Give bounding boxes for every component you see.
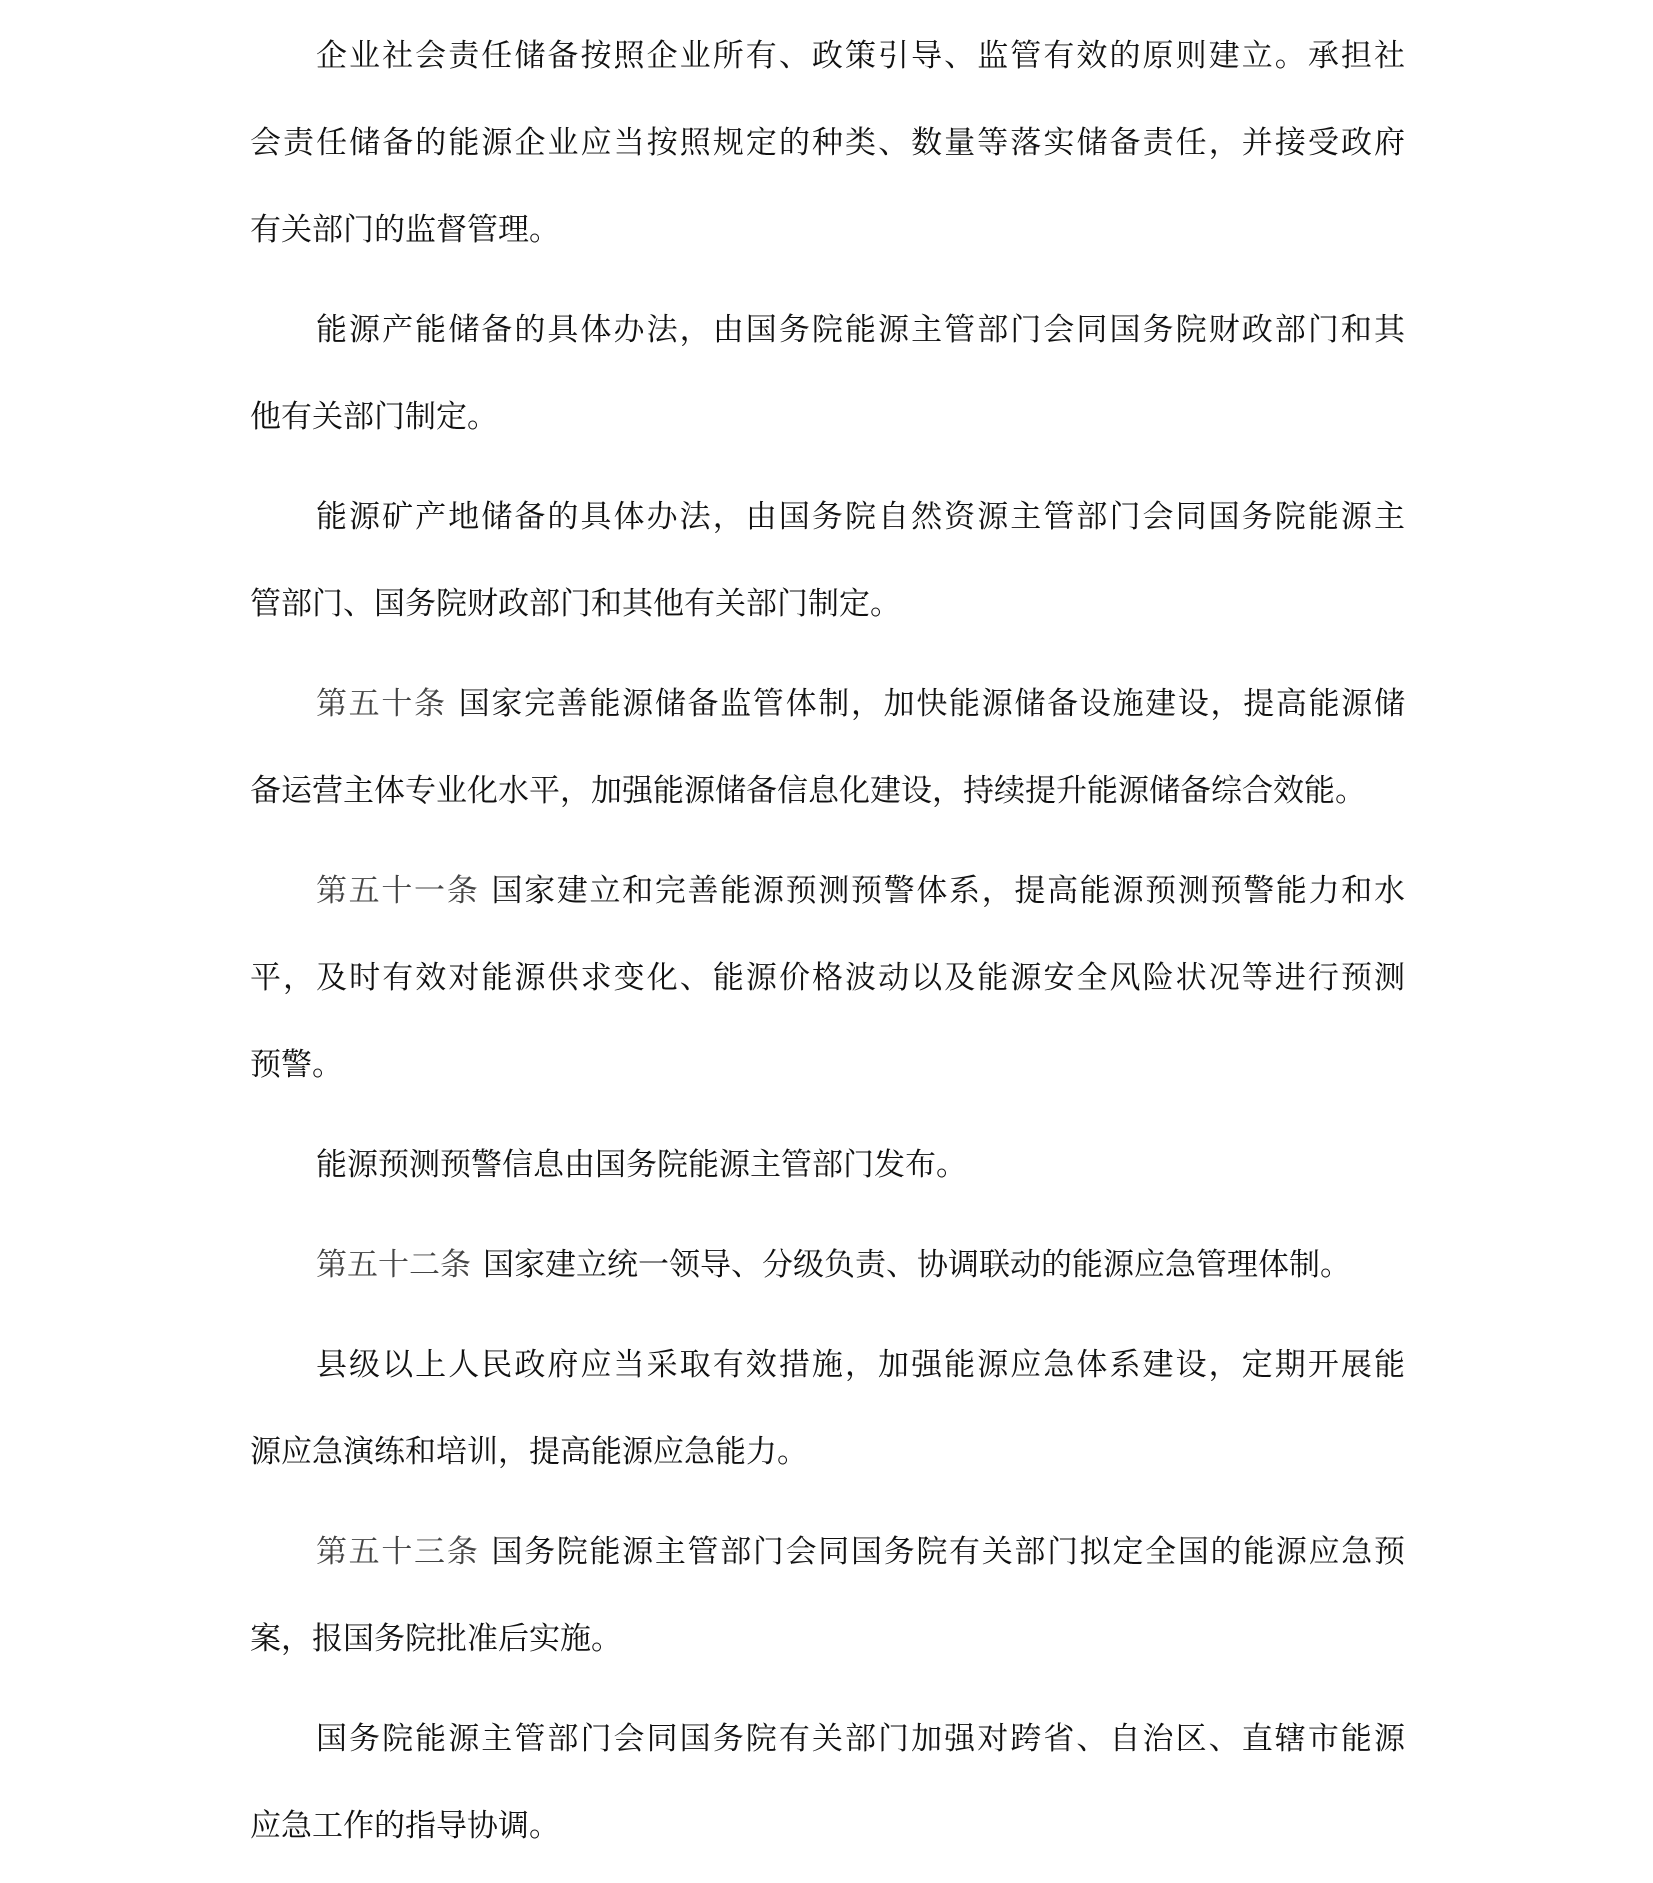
line-text: 预警。 bbox=[250, 1047, 343, 1083]
text-line bbox=[250, 1022, 1405, 1109]
line-text: 源应急演练和培训，提高能源应急能力。 bbox=[250, 1434, 808, 1470]
line-text: 会责任储备的能源企业应当按照规定的种类、数量等落实储备责任，并接受政府 bbox=[250, 125, 1405, 161]
paragraph bbox=[250, 1322, 1405, 1496]
line-text: 能源矿产地储备的具体办法，由国务院自然资源主管部门会同国务院能源主 bbox=[316, 499, 1405, 535]
text-line bbox=[250, 474, 1405, 561]
text-line bbox=[250, 1122, 1405, 1209]
paragraph bbox=[250, 1696, 1405, 1870]
paragraph bbox=[250, 474, 1405, 648]
paragraph bbox=[250, 287, 1405, 461]
article-number: 第五十三条 bbox=[316, 1534, 480, 1570]
text-line bbox=[250, 561, 1405, 648]
text-line bbox=[250, 1783, 1405, 1870]
text-line bbox=[250, 848, 1405, 935]
line-text: 应急工作的指导协调。 bbox=[250, 1808, 560, 1844]
line-text: 国务院能源主管部门会同国务院有关部门拟定全国的能源应急预 bbox=[491, 1534, 1405, 1570]
text-line bbox=[250, 374, 1405, 461]
text-line bbox=[250, 100, 1405, 187]
text-line bbox=[250, 1222, 1405, 1309]
article-number: 第五十二条 bbox=[316, 1247, 471, 1283]
text-line bbox=[250, 1409, 1405, 1496]
article-number: 第五十条 bbox=[316, 686, 447, 722]
text-line bbox=[250, 287, 1405, 374]
line-text: 管部门、国务院财政部门和其他有关部门制定。 bbox=[250, 586, 901, 622]
line-text: 国家完善能源储备监管体制，加快能源储备设施建设，提高能源储 bbox=[458, 686, 1405, 722]
line-text: 能源预测预警信息由国务院能源主管部门发布。 bbox=[316, 1147, 967, 1183]
text-line bbox=[250, 1509, 1405, 1596]
text-line bbox=[250, 1322, 1405, 1409]
text-line bbox=[250, 1696, 1405, 1783]
text-line bbox=[250, 187, 1405, 274]
text-line bbox=[250, 748, 1405, 835]
paragraph bbox=[250, 661, 1405, 835]
article-number: 第五十一条 bbox=[316, 873, 480, 909]
line-text: 国家建立统一领导、分级负责、协调联动的能源应急管理体制。 bbox=[483, 1247, 1351, 1283]
paragraph bbox=[250, 1509, 1405, 1683]
line-text: 平，及时有效对能源供求变化、能源价格波动以及能源安全风险状况等进行预测 bbox=[250, 960, 1405, 996]
line-text: 国务院能源主管部门会同国务院有关部门加强对跨省、自治区、直辖市能源 bbox=[316, 1721, 1405, 1757]
paragraph bbox=[250, 848, 1405, 1109]
paragraph bbox=[250, 13, 1405, 274]
line-text: 有关部门的监督管理。 bbox=[250, 212, 560, 248]
line-text: 备运营主体专业化水平，加强能源储备信息化建设，持续提升能源储备综合效能。 bbox=[250, 773, 1366, 809]
paragraph bbox=[250, 1122, 1405, 1209]
text-line bbox=[250, 935, 1405, 1022]
document-body bbox=[250, 13, 1405, 1883]
line-text: 国家建立和完善能源预测预警体系，提高能源预测预警能力和水 bbox=[491, 873, 1405, 909]
text-line bbox=[250, 661, 1405, 748]
paragraph bbox=[250, 1222, 1405, 1309]
line-text: 企业社会责任储备按照企业所有、政策引导、监管有效的原则建立。承担社 bbox=[316, 38, 1405, 74]
text-line bbox=[250, 1596, 1405, 1683]
line-text: 能源产能储备的具体办法，由国务院能源主管部门会同国务院财政部门和其 bbox=[316, 312, 1405, 348]
line-text: 他有关部门制定。 bbox=[250, 399, 498, 435]
line-text: 案，报国务院批准后实施。 bbox=[250, 1621, 622, 1657]
line-text: 县级以上人民政府应当采取有效措施，加强能源应急体系建设，定期开展能 bbox=[316, 1347, 1405, 1383]
text-line bbox=[250, 13, 1405, 100]
